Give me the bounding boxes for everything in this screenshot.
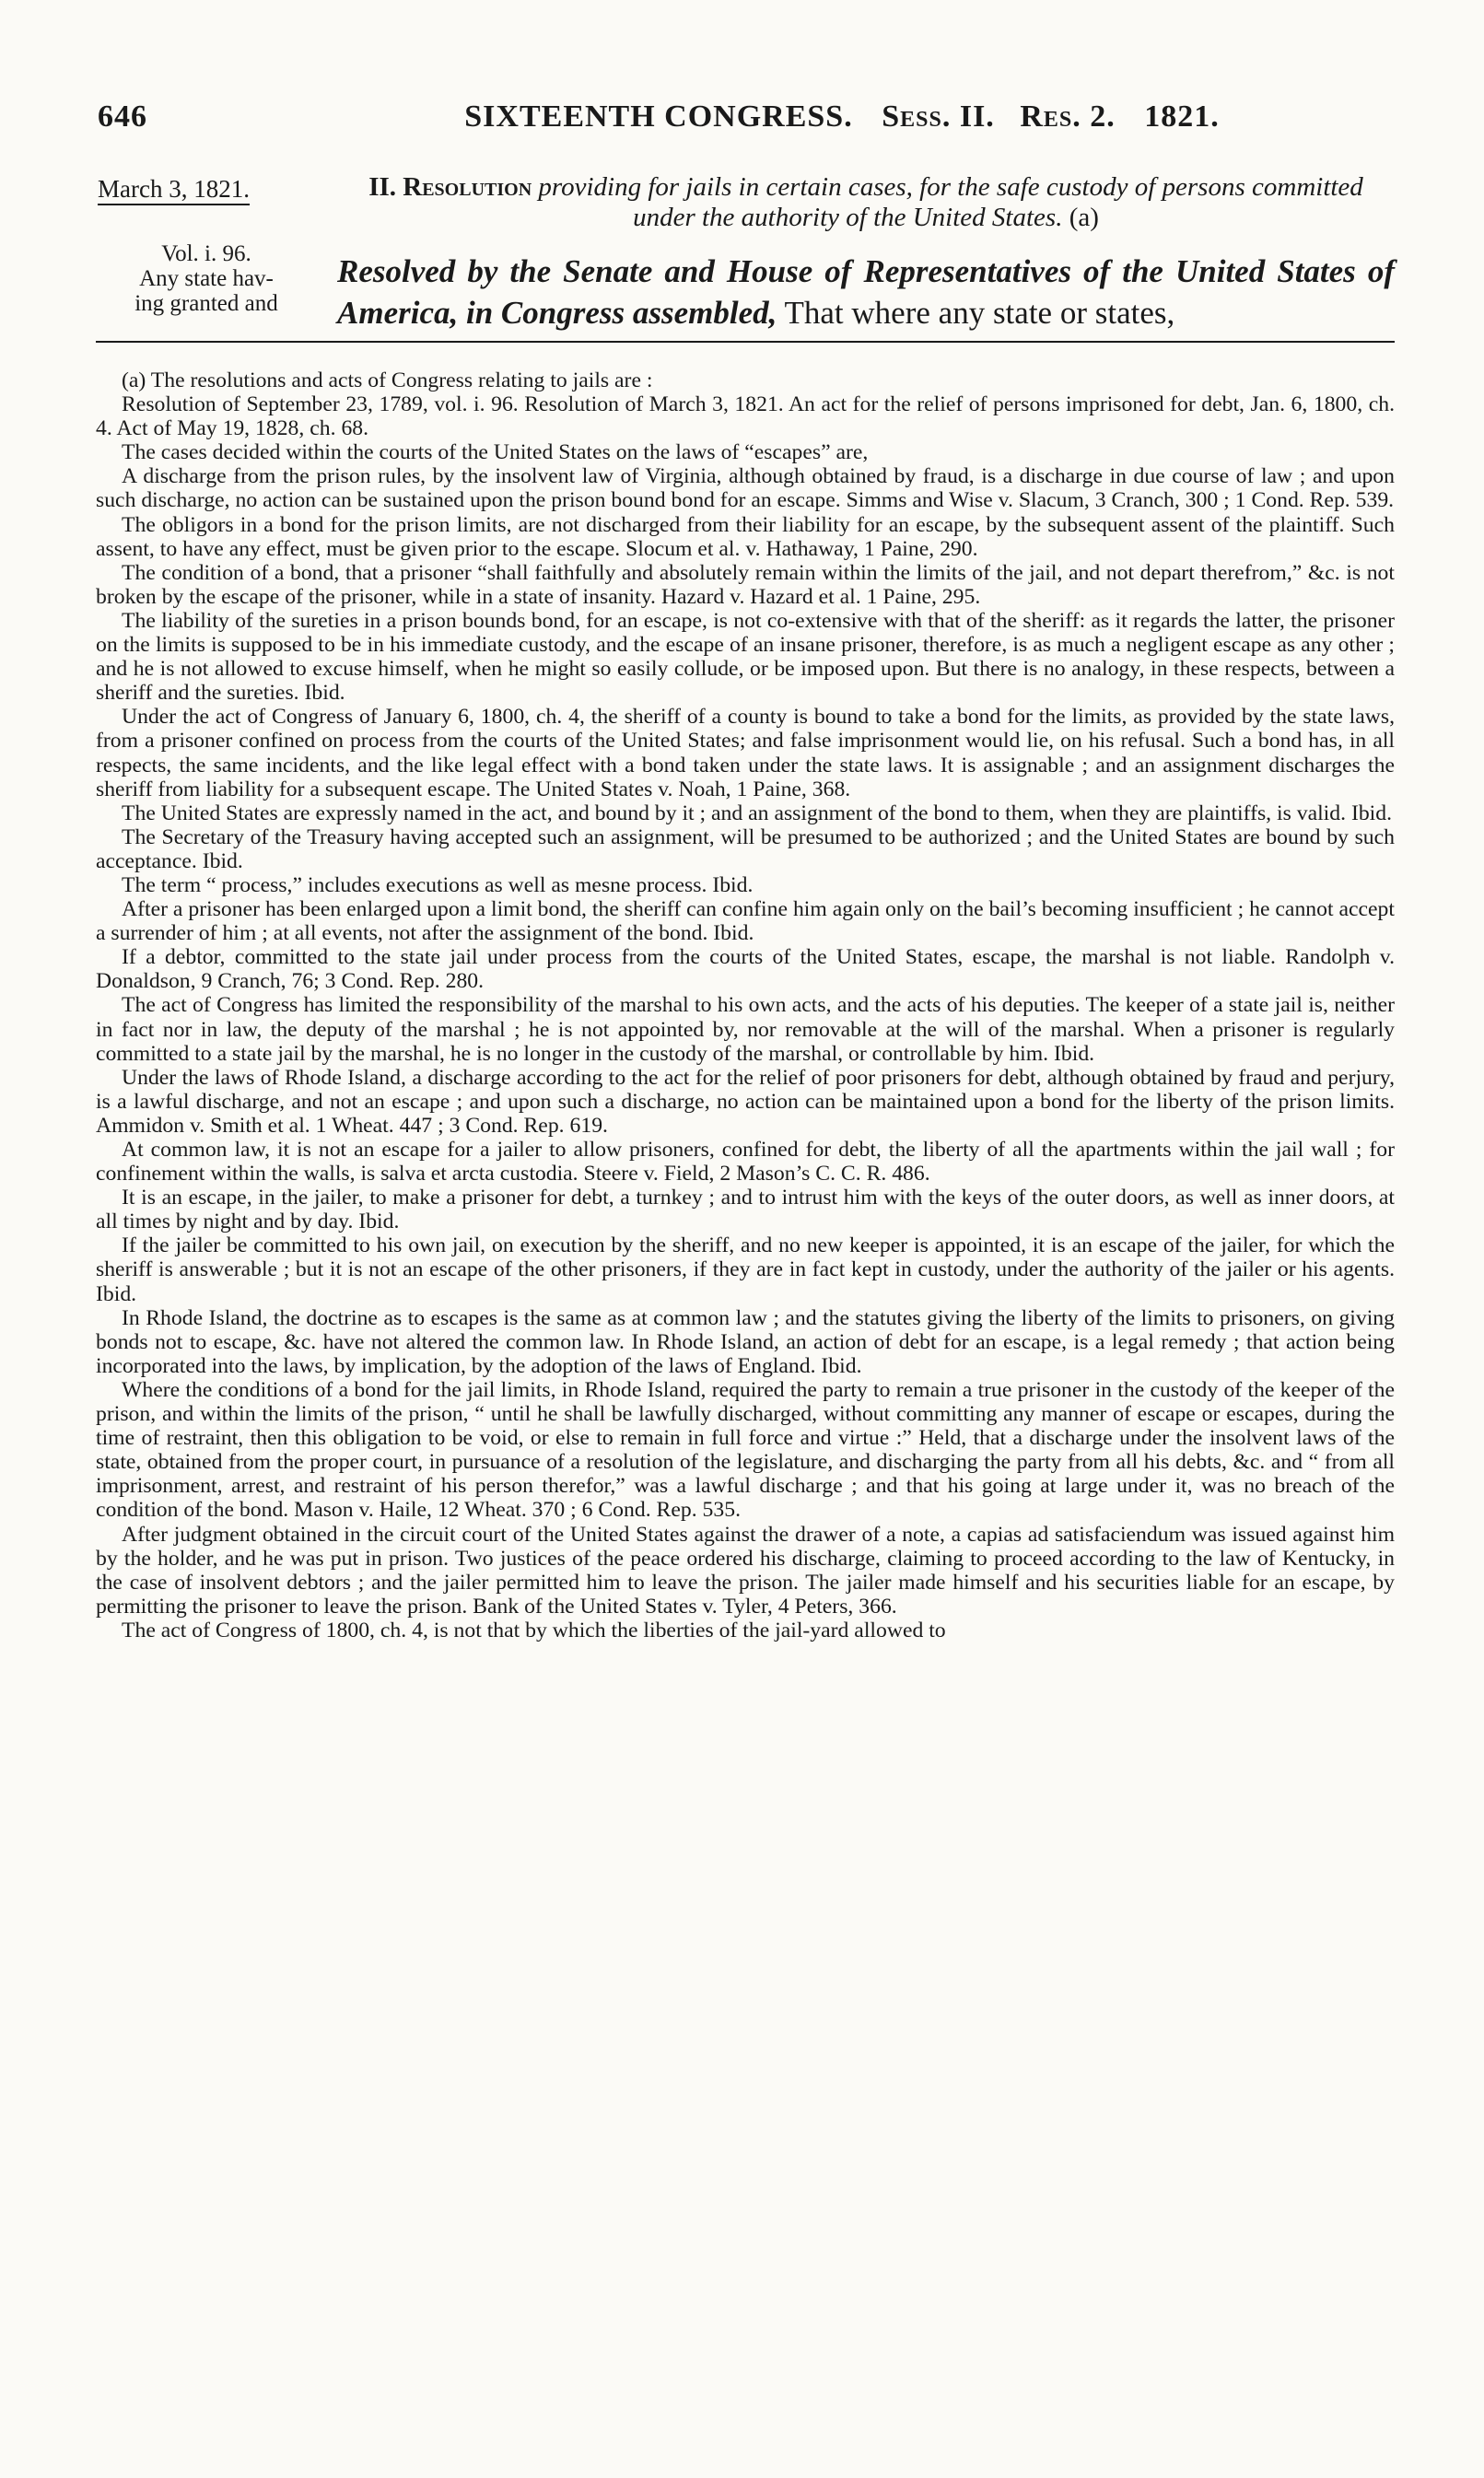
footnote-paragraph: A discharge from the prison rules, by the insolvent law of Virginia, although obtained by fraud, is a discharge in due course of law ; and upon such discharge, no action can be sustained upon the prison bound bond for an escape. Simms and Wise v. Slacum, 3 Cranch, 300 ; 1 Cond. Rep. 539.: [96, 464, 1395, 513]
footnote-paragraph: Under the act of Congress of January 6, 1800, ch. 4, the sheriff of a county is bound to take a bond for the limits, as provided by the state laws, from a prisoner confined on process from the courts of the United States; and false imprisonment would lie, on his refusal. Such a bond has, in all respects, the same incidents, and the like legal effect with a bond taken under the state laws. It is assignable ; and an assignment discharges the sheriff from liability for a subsequent escape. The United States v. Noah, 1 Paine, 368.: [96, 705, 1395, 801]
footnote-paragraph: Under the laws of Rhode Island, a discharge according to the act for the relief of poor prisoners for debt, although obtained by fraud and perjury, is a lawful discharge, and not an escape ; and upon such a discharge, no action can be maintained upon a bond for the liberty of the prison limits. Ammidon v. Smith et al. 1 Wheat. 447 ; 3 Cond. Rep. 619.: [96, 1065, 1395, 1138]
footnote-paragraph: If a debtor, committed to the state jail under process from the courts of the United States, escape, the marshal is not liable. Randolph v. Donaldson, 9 Cranch, 76; 3 Cond. Rep. 280.: [96, 945, 1395, 994]
footnote-paragraph: After judgment obtained in the circuit court of the United States against the drawer of a note, a capias ad satisfaciendum was issued against him by the holder, and he was put in prison. Two justices of the peace ordered his discharge, claiming to proceed according to the law of Kentucky, in the case of insolvent debtors ; and the jailer permitted him to leave the prison. The jailer made himself and his securities liable for an escape, by permitting the prisoner to leave the prison. Bank of the United States v. Tyler, 4 Peters, 366.: [96, 1522, 1395, 1619]
footnote-paragraph: In Rhode Island, the doctrine as to escapes is the same as at common law ; and the statutes giving the liberty of the limits to prisoners, on giving bonds not to escape, &c. have not altered the common law. In Rhode Island, an action of debt for an escape, is a legal remedy ; that action being incorporated into the laws, by implication, by the adoption of the laws of England. Ibid.: [96, 1305, 1395, 1378]
running-head: [96, 99, 1395, 146]
enacting-italic: Resolved by the Senate and House of Representatives of the United States of America, in Congress assembled,: [337, 253, 1395, 331]
margin-date: March 3, 1821.: [98, 175, 250, 205]
footnote-paragraph: If the jailer be committed to his own jail, on execution by the sheriff, and no new keeper is appointed, it is an escape of the jailer, for which the sheriff is answerable ; but it is not an escape of the other prisoners, if they are in fact kept in custody, under the authority of the jailer or his agents. Ibid.: [96, 1233, 1395, 1306]
footnote-paragraph: The act of Congress has limited the responsibility of the marshal to his own acts, and the acts of his deputies. The keeper of a state jail is, neither in fact nor in law, the deputy of the marshal ; he is not appointed by, nor removable at the will of the marshal. When a prisoner is regularly committed to a state jail by the marshal, he is no longer in the custody of the marshal, or controllable by him. Ibid.: [96, 993, 1395, 1066]
footnote-paragraph: The act of Congress of 1800, ch. 4, is not that by which the liberties of the jail-yard allowed to: [122, 1618, 946, 1642]
footnote-paragraph: Resolution of September 23, 1789, vol. i. 96. Resolution of March 3, 1821. An act for the relief of persons imprisoned for debt, Jan. 6, 1800, ch. 4. Act of May 19, 1828, ch. 68.: [96, 392, 1395, 441]
footnote-paragraph: The Secretary of the Treasury having accepted such an assignment, will be presumed to be authorized ; and the United States are bound by such acceptance. Ibid.: [96, 824, 1395, 873]
margin-note-volume: Vol. i. 96.: [161, 241, 251, 266]
footnote-paragraph: The liability of the sureties in a prison bounds bond, for an escape, is not co-extensive with that of the sheriff: as it regards the latter, the prisoner on the limits is supposed to be in his immediate custody, and the escape of an insane prisoner, therefore, is as much a negligent escape as any other ; and he is not allowed to excuse himself, when he might so easily collude, or be imposed upon. But there is no analogy, in these respects, between a sheriff and the sureties. Ibid.: [96, 608, 1395, 706]
enacting-text: That where any state or states,: [784, 295, 1175, 331]
margin-note-line2: Any state hav-: [139, 266, 274, 291]
resolution-title: providing for jails in certain cases, for the safe custody of persons committed under the authority of the United States.: [538, 172, 1363, 232]
footnote-paragraph: (a) The resolutions and acts of Congress relating to jails are :: [122, 368, 653, 392]
footnote-paragraph: The condition of a bond, that a prisoner “shall faithfully and absolutely remain within the limits of the jail, and not depart therefrom,” &c. is not broken by the escape of the prisoner, while in a state of insanity. Hazard v. Hazard et al. 1 Paine, 295.: [96, 560, 1395, 609]
running-title: [96, 99, 1395, 134]
footnote-paragraph: After a prisoner has been enlarged upon a limit bond, the sheriff can confine him again only on the bail’s becoming insufficient ; he cannot accept a surrender of him ; at all events, not after the assignment of the bond. Ibid.: [96, 897, 1395, 946]
resolution-number: II.: [368, 172, 397, 202]
footnote-paragraph: The cases decided within the courts of the United States on the laws of “escapes” are,: [122, 440, 869, 465]
enacting-clause: [337, 251, 1395, 333]
footnote-paragraph: The term “ process,” includes executions as well as mesne process. Ibid.: [122, 872, 754, 897]
margin-notes: [96, 241, 317, 316]
footnote-paragraph: The obligors in a bond for the prison limits, are not discharged from their liability for an escape, by the subsequent assent of the plaintiff. Such assent, to have any effect, must be given prior to the escape. Slocum et al. v. Hathaway, 1 Paine, 290.: [96, 512, 1395, 561]
resolution-heading: [337, 172, 1395, 233]
resolution-label-word: Resolution: [403, 172, 532, 202]
footnote-paragraph: It is an escape, in the jailer, to make a prisoner for debt, a turnkey ; and to intrust him with the keys of the outer doors, as well as inner doors, at all times by night and by day. Ibid.: [96, 1186, 1395, 1234]
margin-note-line3: ing granted and: [134, 291, 278, 316]
footnotes: [96, 368, 1395, 1642]
session-label: Sess. II.: [882, 99, 995, 134]
footnote-ref: (a): [1069, 203, 1099, 232]
page-number: 646: [98, 99, 147, 134]
separator-rule: [96, 341, 1395, 343]
resolution-label: Res. 2.: [1020, 99, 1116, 134]
footnote-paragraph: At common law, it is not an escape for a jailer to allow prisoners, confined for debt, the liberty of all the apartments within the jail wall ; for confinement within the walls, is salva et arcta custodia. Steere v. Field, 2 Mason’s C. C. R. 486.: [96, 1138, 1395, 1186]
year-label: 1821.: [1144, 99, 1220, 134]
congress-title: SIXTEENTH CONGRESS.: [464, 99, 853, 134]
footnote-paragraph: Where the conditions of a bond for the jail limits, in Rhode Island, required the party to remain a true prisoner in the custody of the keeper of the prison, and within the limits of the prison, “ until he shall be lawfully discharged, without committing any manner of escape or escapes, during the time of restraint, then this obligation to be void, or else to remain in full force and virtue :” Held, that a discharge under the insolvent laws of the state, obtained from the proper court, in pursuance of a resolution of the legislature, and discharging the party from all his debts, &c. and “ from all imprisonment, arrest, and restraint of his person therefor,” was a lawful discharge ; and that his going at large under it, was no breach of the condition of the bond. Mason v. Haile, 12 Wheat. 370 ; 6 Cond. Rep. 535.: [96, 1377, 1395, 1523]
footnote-paragraph: The United States are expressly named in the act, and bound by it ; and an assignment of the bond to them, when they are plaintiffs, is valid. Ibid.: [122, 801, 1393, 825]
